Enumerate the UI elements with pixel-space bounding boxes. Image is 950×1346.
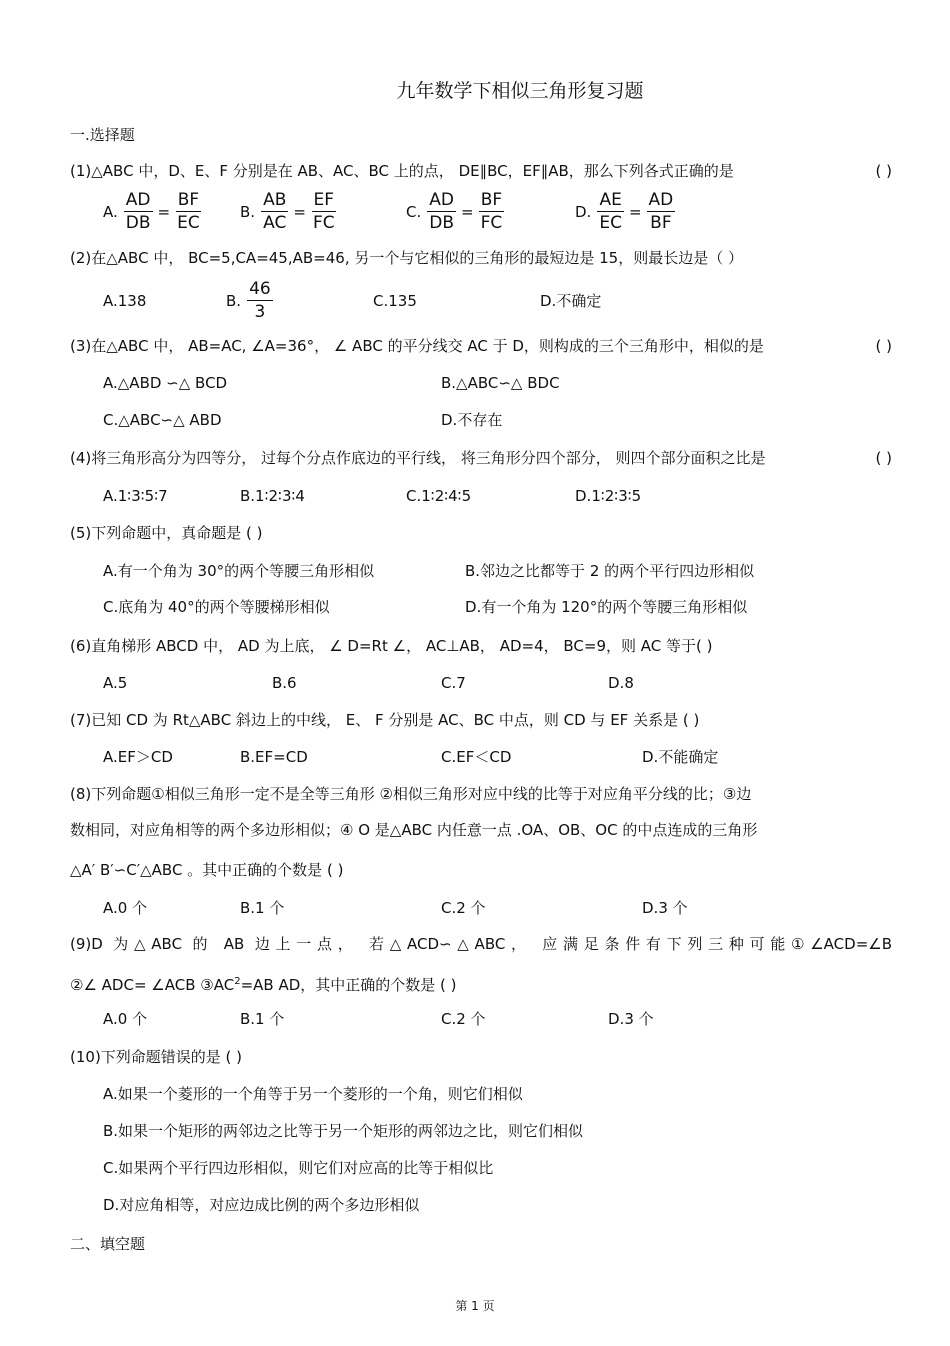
question-9-option-d: D.3 个 bbox=[608, 1010, 654, 1028]
question-6-option-c: C.7 bbox=[441, 674, 466, 692]
fraction: $\frac{AD}{BF}$ bbox=[648, 190, 674, 233]
question-9-option-c: C.2 个 bbox=[441, 1010, 486, 1028]
question-1-paren: ( ) bbox=[875, 162, 892, 180]
question-7-stem: (7)已知 CD 为 Rt△ABC 斜边上的中线， E、 F 分别是 AC、BC 中点，则 CD 与 EF 关系是 ( ) bbox=[70, 711, 700, 729]
question-2-stem: (2)在△ABC 中， BC=5,CA=45,AB=46, 另一个与它相似的三角形的最短边是 15，则最长边是（ ） bbox=[70, 249, 743, 267]
question-7-option-c: C.EF＜CD bbox=[441, 748, 512, 766]
question-2-option-a: A.138 bbox=[103, 292, 147, 310]
question-9-option-a: A.0 个 bbox=[103, 1010, 148, 1028]
fraction: $\frac{46}{3}$ bbox=[249, 279, 271, 322]
question-6-option-a: A.5 bbox=[103, 674, 128, 692]
fraction: $\frac{AD}{DB}$ bbox=[429, 190, 455, 233]
question-10-option-b: B.如果一个矩形的两邻边之比等于另一个矩形的两邻边之比，则它们相似 bbox=[103, 1122, 584, 1140]
question-8-option-c: C.2 个 bbox=[441, 899, 486, 917]
question-8-line-2: 数相同，对应角相等的两个多边形相似；④ O 是△ABC 内任意一点 .OA、OB、OC 的中点连成的三角形 bbox=[70, 821, 758, 839]
question-3-stem: (3)在△ABC 中， AB=AC, ∠A=36°， ∠ ABC 的平分线交 AC 于 D，则构成的三个三角形中，相似的是 ( ) bbox=[70, 337, 892, 355]
question-9-line-2: ②∠ ADC= ∠ACB $③AC^2=AB$ AD，其中正确的个数是 ( ) bbox=[70, 976, 457, 994]
question-5-option-a: A.有一个角为 30°的两个等腰三角形相似 bbox=[103, 562, 375, 580]
question-3-option-c: C.△ABC∽△ ABD bbox=[103, 411, 222, 429]
question-1-option-d: D. $\frac{AE}{EC}$ = $\frac{AD}{BF}$ bbox=[575, 190, 674, 233]
fraction: $\frac{AB}{AC}$ bbox=[263, 190, 287, 233]
section-heading-choice: 一.选择题 bbox=[70, 126, 135, 144]
question-2-option-c: C.135 bbox=[373, 292, 417, 310]
question-8-option-d: D.3 个 bbox=[642, 899, 688, 917]
question-5-option-c: C.底角为 40°的两个等腰梯形相似 bbox=[103, 598, 330, 616]
question-2-option-b: B. $\frac{46}{3}$ bbox=[226, 279, 271, 322]
question-4-option-c: C.1∶2∶4∶5 bbox=[406, 487, 472, 505]
question-10-option-a: A.如果一个菱形的一个角等于另一个菱形的一个角，则它们相似 bbox=[103, 1085, 523, 1103]
question-4-option-d: D.1∶2∶3∶5 bbox=[575, 487, 642, 505]
question-1-option-a: A. $\frac{AD}{DB}$ = $\frac{BF}{EC}$ bbox=[103, 190, 200, 233]
page-title: 九年数学下相似三角形复习题 bbox=[396, 80, 644, 102]
fraction: $\frac{AE}{EC}$ bbox=[599, 190, 622, 233]
question-2-option-d: D.不确定 bbox=[540, 292, 602, 310]
question-6-stem: (6)直角梯形 ABCD 中， AD 为上底， ∠ D=Rt ∠， AC⊥AB， AD=4， BC=9，则 AC 等于( ) bbox=[70, 637, 713, 655]
question-5-option-d: D.有一个角为 120°的两个等腰三角形相似 bbox=[465, 598, 748, 616]
question-1-text: (1)△ABC 中，D、E、F 分别是在 AB、AC、BC 上的点， DE∥BC，EF∥AB，那么下列各式正确的是 bbox=[70, 162, 734, 180]
question-5-option-b: B.邻边之比都等于 2 的两个平行四边形相似 bbox=[465, 562, 755, 580]
fraction: $\frac{BF}{FC}$ bbox=[480, 190, 503, 233]
question-7-option-d: D.不能确定 bbox=[642, 748, 719, 766]
question-7-option-a: A.EF＞CD bbox=[103, 748, 173, 766]
question-3-option-b: B.△ABC∽△ BDC bbox=[441, 374, 560, 392]
question-4-option-a: A.1∶3∶5∶7 bbox=[103, 487, 168, 505]
question-8-option-b: B.1 个 bbox=[240, 899, 285, 917]
question-4-stem: (4)将三角形高分为四等分， 过每个分点作底边的平行线， 将三角形分四个部分， 则四个部分面积之比是 ( ) bbox=[70, 449, 892, 467]
question-5-stem: (5)下列命题中，真命题是 ( ) bbox=[70, 524, 263, 542]
question-7-option-b: B.EF=CD bbox=[240, 748, 308, 766]
question-9-line-1: (9)D 为△ABC 的 AB 边上一点， 若△ACD∽△ABC， 应满足条件有下列三种可能①∠ACD=∠B bbox=[70, 935, 892, 953]
question-10-option-c: C.如果两个平行四边形相似，则它们对应高的比等于相似比 bbox=[103, 1159, 494, 1177]
question-8-line-1: (8)下列命题①相似三角形一定不是全等三角形 ②相似三角形对应中线的比等于对应角平分线的比；③边 bbox=[70, 785, 752, 803]
question-1-option-b: B. $\frac{AB}{AC}$ = $\frac{EF}{FC}$ bbox=[240, 190, 335, 233]
question-8-option-a: A.0 个 bbox=[103, 899, 148, 917]
fraction: $\frac{BF}{EC}$ bbox=[177, 190, 200, 233]
question-1-stem bbox=[70, 161, 892, 181]
section-heading-fill-in: 二、填空题 bbox=[70, 1235, 146, 1253]
question-3-option-d: D.不存在 bbox=[441, 411, 503, 429]
question-10-option-d: D.对应角相等，对应边成比例的两个多边形相似 bbox=[103, 1196, 420, 1214]
page-number: 第 1 页 bbox=[455, 1299, 495, 1313]
question-8-line-3: △A′ B′∽C′△ABC 。其中正确的个数是 ( ) bbox=[70, 861, 344, 879]
question-10-stem: (10)下列命题错误的是 ( ) bbox=[70, 1048, 243, 1066]
question-3-option-a: A.△ABD ∽△ BCD bbox=[103, 374, 228, 392]
question-4-option-b: B.1∶2∶3∶4 bbox=[240, 487, 305, 505]
question-6-option-d: D.8 bbox=[608, 674, 634, 692]
question-1-option-c: C. $\frac{AD}{DB}$ = $\frac{BF}{FC}$ bbox=[406, 190, 503, 233]
fraction: $\frac{AD}{DB}$ bbox=[125, 190, 151, 233]
fraction: $\frac{EF}{FC}$ bbox=[312, 190, 335, 233]
question-6-option-b: B.6 bbox=[272, 674, 297, 692]
question-9-option-b: B.1 个 bbox=[240, 1010, 285, 1028]
